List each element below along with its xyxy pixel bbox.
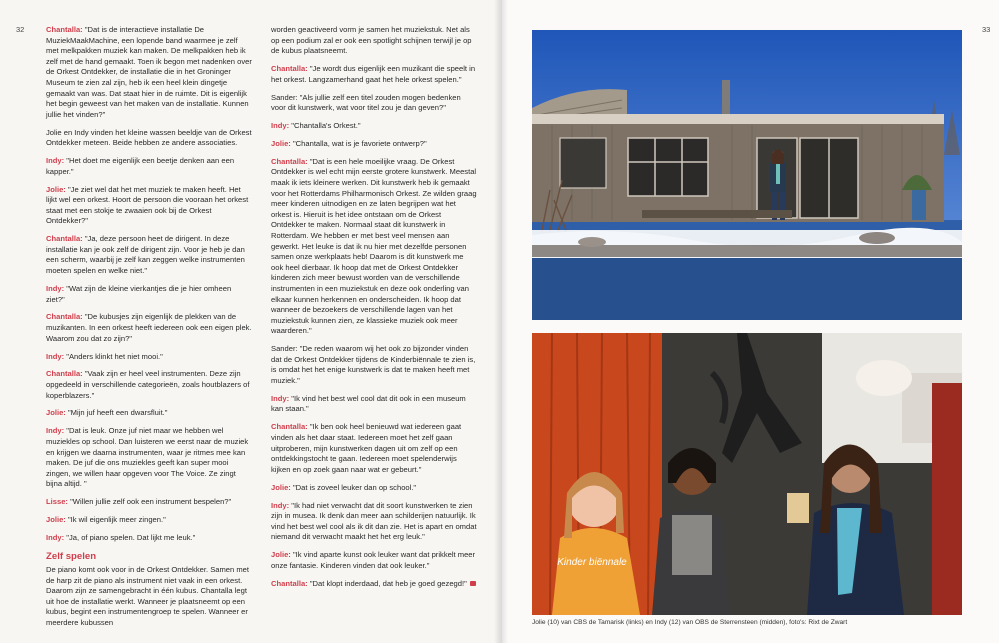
interview-paragraph xyxy=(46,533,252,544)
interview-paragraph xyxy=(271,483,477,494)
interview-paragraph xyxy=(271,344,477,386)
page-number-left: 32 xyxy=(16,25,25,34)
speaker-text: "Dat is een hele moeilijke vraag. De Orkest Ontdekker is wel echt mijn eerste grotere kunstwerk. Meestal maak ik iets kleinere werken. Dit kunstwerk heb ik gemaakt voor het Rotterdams Philharmonisch Orkest. Ze wilden graag meer kinderen uitnodigen en ze laten begrijpen wat het orkest is. Hieruit is het idee ontstaan om de Orkest Ontdekker te maken. Normaal staat dit kunstwerk in Rotterdam. We hebben er met best veel mensen aan gewerkt. Het leuke is dat ik nu hier met dezelfde personen samen onze werkplaats heb! Daarom is dit kunstwerk me ook heel dierbaar. Ik hoop dat met de Orkest Ontdekker kinderen zich meer bewust worden van de verschillende instrumenten in een muziekstuk en deze ook onderling van elkaar kunnen herkennen en onderscheiden. Ik hoop dat wanneer de bezoekers de verschillende lagen van het muziekstuk kunnen zien, ze klassieke muziek ook meer waarderen." xyxy=(271,156,477,336)
speaker-text: "Chantalla's Orkest." xyxy=(291,121,361,131)
interview-paragraph xyxy=(46,284,252,305)
interview-paragraph xyxy=(46,426,252,490)
speaker-text: Jolie en Indy vinden het kleine wassen beeldje van de Orkest Ontdekker meteen. Beide hebben ze andere associaties. xyxy=(46,127,252,148)
column-2-paragraphs xyxy=(271,64,477,589)
interview-column-2 xyxy=(271,25,477,597)
interview-paragraph xyxy=(271,422,477,475)
interview-paragraph xyxy=(46,497,252,508)
column-2-intro: worden geactiveerd vorm je samen het muziekstuk. Net als op een podium zal er ook een spotlight schijnen terwijl je op de kubus plaatsneemt. xyxy=(271,25,472,56)
speaker-text: Sander: "Als jullie zelf een titel zouden mogen bedenken voor dit kunstwerk, wat voor titel zou je dan geven?" xyxy=(271,92,461,113)
girls-illustration xyxy=(532,333,962,615)
speaker-text: "Ik wil eigenlijk meer zingen." xyxy=(67,515,166,525)
speaker-label: Chantalla: xyxy=(46,25,83,34)
speaker-label: Jolie: xyxy=(46,408,66,418)
interview-column-1 xyxy=(46,25,252,628)
interview-paragraph xyxy=(271,121,477,132)
speaker-text: "Wat zijn de kleine vierkantjes die je hier omheen ziet?" xyxy=(46,283,232,304)
speaker-label: Chantalla: xyxy=(46,312,83,322)
speaker-text: Sander: "De reden waarom wij het ook zo bijzonder vinden dat de Orkest Ontdekker tijdens de Kinderbiënnale te zien is, is omdat het het enige kunstwerk is dat te maken heeft met muziek." xyxy=(271,344,476,385)
speaker-text: "Mijn juf heeft een dwarsfluit." xyxy=(67,408,168,418)
interview-paragraph xyxy=(46,369,252,401)
speaker-label: Indy: xyxy=(46,156,65,166)
girls-photo xyxy=(532,333,962,615)
speaker-text: "Je ziet wel dat het met muziek te maken heeft. Het lijkt wel een orkest. Hoort de persoon die vooraan het orkest staat met een stokje te zwaaien ook bij de Orkest Ontdekker?" xyxy=(46,184,249,226)
workshop-illustration xyxy=(532,30,962,320)
speaker-label: Chantalla: xyxy=(271,578,308,588)
speaker-text: "Het doet me eigenlijk een beetje denken aan een kapper." xyxy=(46,156,235,176)
interview-paragraph xyxy=(271,64,477,85)
interview-paragraph xyxy=(46,515,252,526)
interview-paragraph xyxy=(46,25,252,120)
speaker-text: "Anders klinkt het niet mooi." xyxy=(66,351,163,361)
interview-paragraph xyxy=(271,394,477,415)
speaker-text: "Ja, of piano spelen. Dat lijkt me leuk." xyxy=(66,533,196,543)
speaker-label: Lisse: xyxy=(46,497,68,507)
speaker-text: "Dat is zoveel leuker dan op school." xyxy=(292,482,417,492)
speaker-label: Indy: xyxy=(271,393,290,403)
interview-paragraph xyxy=(46,352,252,363)
speaker-label: Indy: xyxy=(46,426,65,436)
speaker-label: Chantalla: xyxy=(271,64,308,74)
book-gutter xyxy=(494,0,508,643)
speaker-text: "Ik vind het best wel cool dat dit ook in een museum kan staan." xyxy=(271,393,466,414)
speaker-label: Indy: xyxy=(46,283,65,293)
photo-caption: Jolie (10) van CBS de Tamarisk (links) en Indy (12) van OBS de Sterrensteen (midden), foto's: Rixt de Zwart xyxy=(532,619,848,626)
section-heading: Zelf spelen xyxy=(46,550,97,562)
interview-paragraph xyxy=(271,501,477,543)
workshop-photo xyxy=(532,30,962,320)
interview-paragraph xyxy=(46,185,252,227)
section-paragraph: De piano komt ook voor in de Orkest Ontdekker. Samen met de harp zit de piano als instrument niet vaak in een orkest. Daarom zijn ze samengebracht in één kubus. Chantalla legt uit hoe de installatie werkt. Wanneer je plaatsneemt op een kubus, begint een instrumentengroep te spelen. Wanneer er meerdere kubussen xyxy=(46,564,250,627)
speaker-text: "Vaak zijn er heel veel instrumenten. Deze zijn opgedeeld in verschillende categorieën, zoals houtblazers of koperblazers." xyxy=(46,369,250,400)
interview-paragraph xyxy=(46,234,252,276)
speaker-label: Jolie: xyxy=(46,184,66,194)
speaker-text: "Ik ben ook heel benieuwd wat iedereen gaat vinden als het daar staat. Iedereen moet het zelf gaan uitproberen, mijn kunstwerken dagen uit om zelf op een ontdekkingstocht te gaan. Iedereen moet spelenderwijs kijken en op zoek gaan naar wat er gebeurt." xyxy=(271,422,462,474)
speaker-text: "Ja, deze persoon heet de dirigent. In deze installatie kan je ook zelf de dirigent zijn. Voor je heb je dan een scherm, waarbij je zelf kan zeggen welke instrumenten moeten spelen en welke niet." xyxy=(46,234,245,276)
speaker-text: "Chantalla, wat is je favoriete ontwerp?" xyxy=(292,138,427,148)
interview-paragraph xyxy=(46,156,252,177)
speaker-label: Chantalla: xyxy=(271,156,308,166)
hoodie-lettering: Kinder biënnale xyxy=(557,557,627,568)
speaker-label: Chantalla: xyxy=(46,234,83,244)
speaker-label: Jolie: xyxy=(271,482,291,492)
speaker-label: Indy: xyxy=(271,121,290,131)
speaker-text: "Dat is leuk. Onze juf niet maar we hebben wel muziekles op school. Dan luisteren we eerst naar de muziek en krijgen we daarna instrumenten, waar je ritmes mee kan maken. De juf die ons muziekles geeft kan super mooi zingen, we willen haar opgeven voor The Voice. Ze zingt bijna altijd. " xyxy=(46,426,249,489)
speaker-label: Indy: xyxy=(46,533,65,543)
right-page xyxy=(502,0,999,643)
column-1-paragraphs xyxy=(46,25,252,544)
speaker-label: Indy: xyxy=(271,500,290,510)
interview-paragraph xyxy=(46,128,252,149)
interview-paragraph xyxy=(46,408,252,419)
interview-paragraph xyxy=(271,579,477,590)
speaker-text: "Ik vind aparte kunst ook leuker want dat prikkelt meer onze fantasie. Kinderen vinden dat ook leuker." xyxy=(271,550,476,570)
speaker-label: Chantalla: xyxy=(46,369,83,379)
speaker-text: "Je wordt dus eigenlijk een muzikant die speelt in het orkest. Langzamerhand gaat het hele orkest spelen." xyxy=(271,64,476,84)
speaker-text: "Dat is de interactieve installatie De MuziekMaakMachine, een lopende band waarmee je zelf met melkpakken muziek kan maken. De melkpakken heb ik zelf met de hand gemaakt. Toen ik begon met nadenken over de Orkest Ontdekker, de installatie die in het Groninger Museum te zien zal zijn, heb ik een heel klein dingetje gemaakt van was. Dat staat hier in de ruimte. Dit is eigenlijk het begin geweest van het maken van de installatie. Kunnen jullie het vinden?" xyxy=(46,25,252,119)
interview-paragraph xyxy=(271,550,477,571)
interview-paragraph xyxy=(271,157,477,337)
speaker-text: "De kubusjes zijn eigenlijk de plekken van de muzikanten. In een orkest heeft iedereen ook een eigen plek. Waarom zou dat zo zijn?" xyxy=(46,312,252,343)
speaker-label: Jolie: xyxy=(271,138,291,148)
speaker-label: Jolie: xyxy=(46,515,66,525)
speaker-text: "Ik had niet verwacht dat dit soort kunstwerken te zien zijn in musea. Ik denk dan meer aan schilderijen natuurlijk. Ik vind het best wel cool als ik dit dan zie. Het is apart en omdat niemand dit verwacht maakt het het erg leuk." xyxy=(271,500,477,542)
speaker-text: "Willen jullie zelf ook een instrument bespelen?" xyxy=(70,497,232,507)
interview-paragraph xyxy=(46,312,252,344)
page-number-right: 33 xyxy=(982,25,991,34)
speaker-label: Chantalla: xyxy=(271,422,308,432)
interview-paragraph xyxy=(271,139,477,150)
end-mark-icon xyxy=(470,581,476,586)
interview-paragraph xyxy=(271,93,477,114)
speaker-label: Indy: xyxy=(46,351,65,361)
speaker-text: "Dat klopt inderdaad, dat heb je goed gezegd!" xyxy=(309,578,467,588)
speaker-label: Jolie: xyxy=(271,550,291,560)
